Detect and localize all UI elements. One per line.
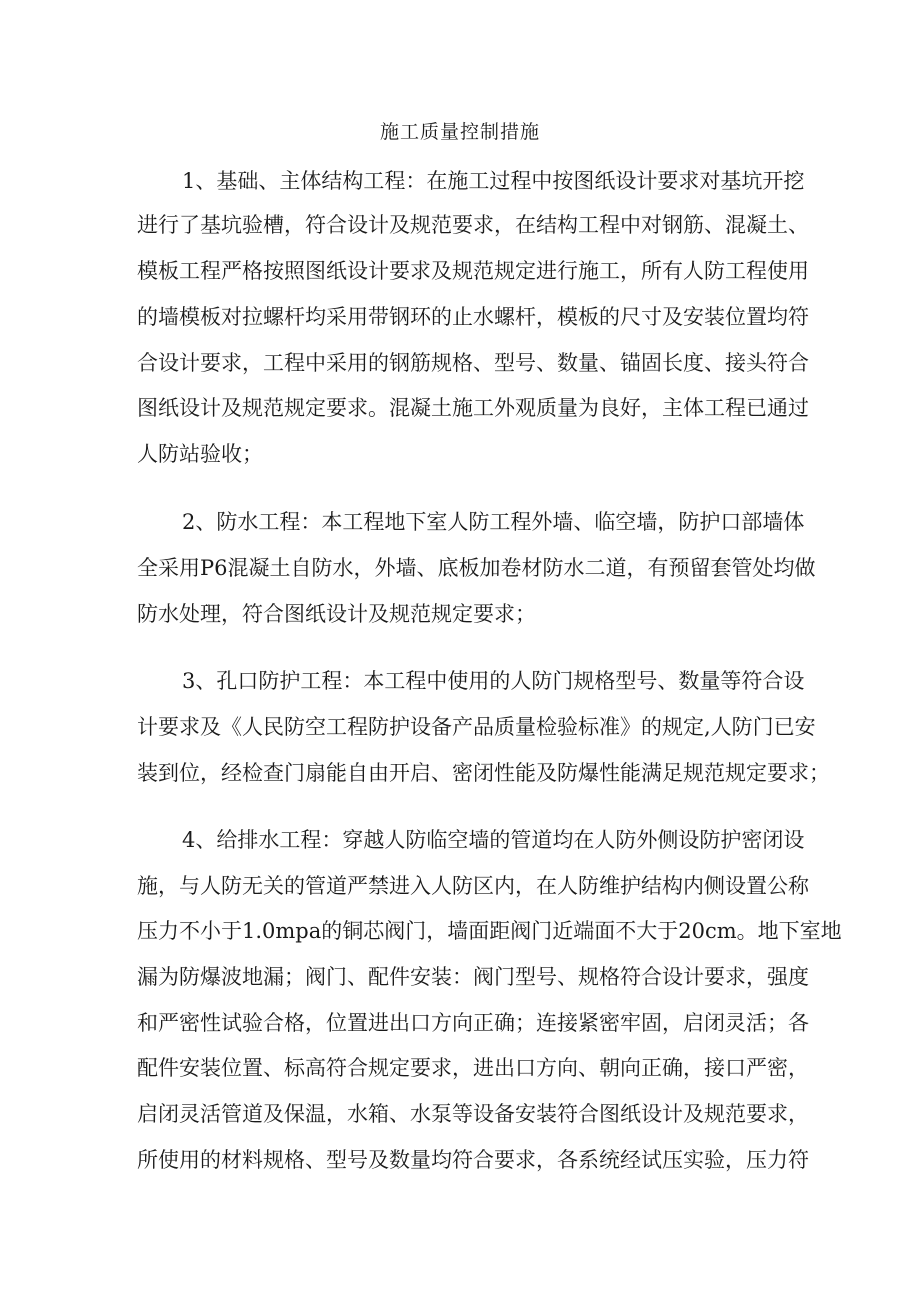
document-title: 施工质量控制措施 bbox=[379, 121, 540, 143]
document-page: 施工质量控制措施 1、基础、主体结构工程：在施工过程中按图纸设计要求对基坑开挖 进行了基坑验槽，符合设计及规范要求，在结构工程中对钢筋、混凝土、 模板工程严格按照图纸设计要求及规范规定进行施工，所有人防工程使用 的墙模板对拉螺杆均采用带钢环的止水螺杆，模板的尺寸及安装位置均符 合设计要求，工程中采用的钢筋规格、型号、数量、锚固长度、接头符合 图纸设计及规范规定要求。混凝土施工外观质量为良好，主体工程已通过 人防站验收； 2、防水工程：本工程地下室人防工程外墙、临空墙，防护口部墙体 全采用P6混凝土自防水，外墙、底板加卷材防水二道，有预留套管处均做 防水处理，符合图纸设计及规范规定要求； 3、孔口防护工程：本工程中使用的人防门规格型号、数量等符合设 计要求及《人民防空工程防护设备产品质量检验标准》的规定,人防门已安 装到位，经检查门扇能自由开启、密闭性能及防爆性能满足规范规定要求； 4、给排水工程：穿越人防临空墙的管道均在人防外侧设防护密闭设 施，与人防无关的管道严禁进入人防区内，在人防维护结构内侧设置公称 压力不小于1.0mpa的铜芯阀门，墙面距阀门近端面不大于20cm。地下室地 漏为防爆波地漏；阀门、配件安装：阀门型号、规格符合设计要求，强度 和严密性试验合格，位置进出口方向正确；连接紧密牢固，启闭灵活；各 配件安装位置、标高符合规定要求，进出口方向、朝向正确，接口严密， 启闭灵活管道及保温，水箱、水泵等设备安装符合图纸设计及规范要求， 所使用的材料规格、型号及数量均符合要求，各系统经试压实验，压力符 bbox=[0, 0, 920, 1301]
